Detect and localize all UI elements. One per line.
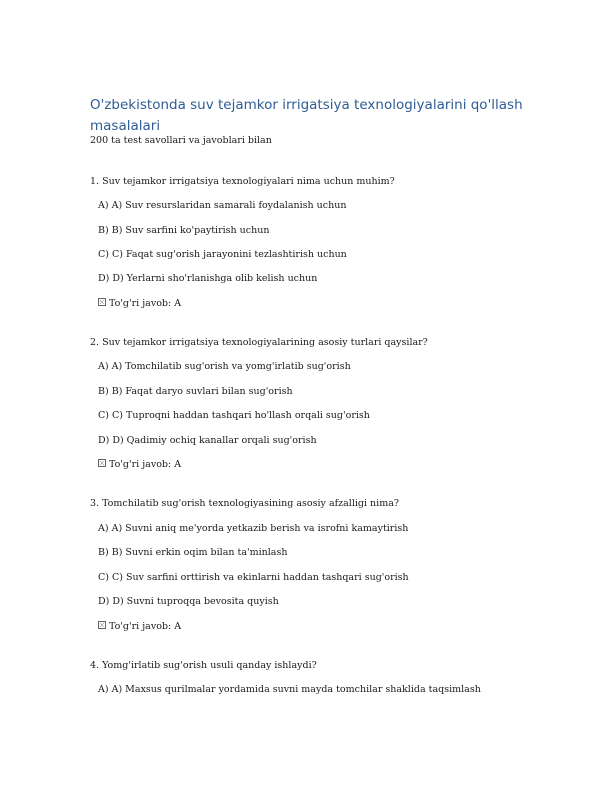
question-text: 3. Tomchilatib sug'orish texnologiyasining asosiy afzalligi nima? [90, 498, 399, 509]
option-b: B) B) Faqat daryo suvlari bilan sug'orish [98, 386, 293, 397]
option-d: D) D) Suvni tuproqqa bevosita quyish [98, 596, 279, 607]
answer-line [98, 459, 181, 470]
document-title: O'zbekistonda suv tejamkor irrigatsiya texnologiyalarini qo'llash masalalari [90, 97, 523, 134]
checkbox-icon [98, 621, 106, 629]
answer-line [98, 298, 181, 309]
option-a: A) A) Suv resurslaridan samarali foydalanish uchun [98, 200, 347, 211]
option-b: B) B) Suvni erkin oqim bilan ta'minlash [98, 547, 288, 558]
answer-line [98, 621, 181, 632]
question-text: 1. Suv tejamkor irrigatsiya texnologiyalari nima uchun muhim? [90, 176, 395, 187]
checkbox-icon [98, 459, 106, 467]
answer-text: To'g'ri javob: A [109, 459, 182, 470]
option-d: D) D) Yerlarni sho'rlanishga olib kelish uchun [98, 273, 318, 284]
answer-text: To'g'ri javob: A [109, 621, 182, 632]
option-a: A) A) Tomchilatib sug'orish va yomg'irlatib sug'orish [98, 361, 351, 372]
option-a: A) A) Maxsus qurilmalar yordamida suvni mayda tomchilar shaklida taqsimlash [98, 684, 481, 695]
option-b: B) B) Suv sarfini ko'paytirish uchun [98, 225, 270, 236]
document-subtitle: 200 ta test savollari va javoblari bilan [90, 135, 272, 146]
checkbox-icon [98, 298, 106, 306]
option-c: C) C) Tuproqni haddan tashqari ho'llash orqali sug'orish [98, 410, 370, 421]
question-text: 4. Yomg'irlatib sug'orish usuli qanday ishlaydi? [90, 660, 317, 671]
question-text: 2. Suv tejamkor irrigatsiya texnologiyalarining asosiy turlari qaysilar? [90, 337, 428, 348]
option-c: C) C) Faqat sug'orish jarayonini tezlashtirish uchun [98, 249, 347, 260]
option-a: A) A) Suvni aniq me'yorda yetkazib berish va isrofni kamaytirish [98, 523, 409, 534]
option-d: D) D) Qadimiy ochiq kanallar orqali sug'orish [98, 435, 317, 446]
answer-text: To'g'ri javob: A [109, 298, 182, 309]
option-c: C) C) Suv sarfini orttirish va ekinlarni haddan tashqari sug'orish [98, 572, 409, 583]
